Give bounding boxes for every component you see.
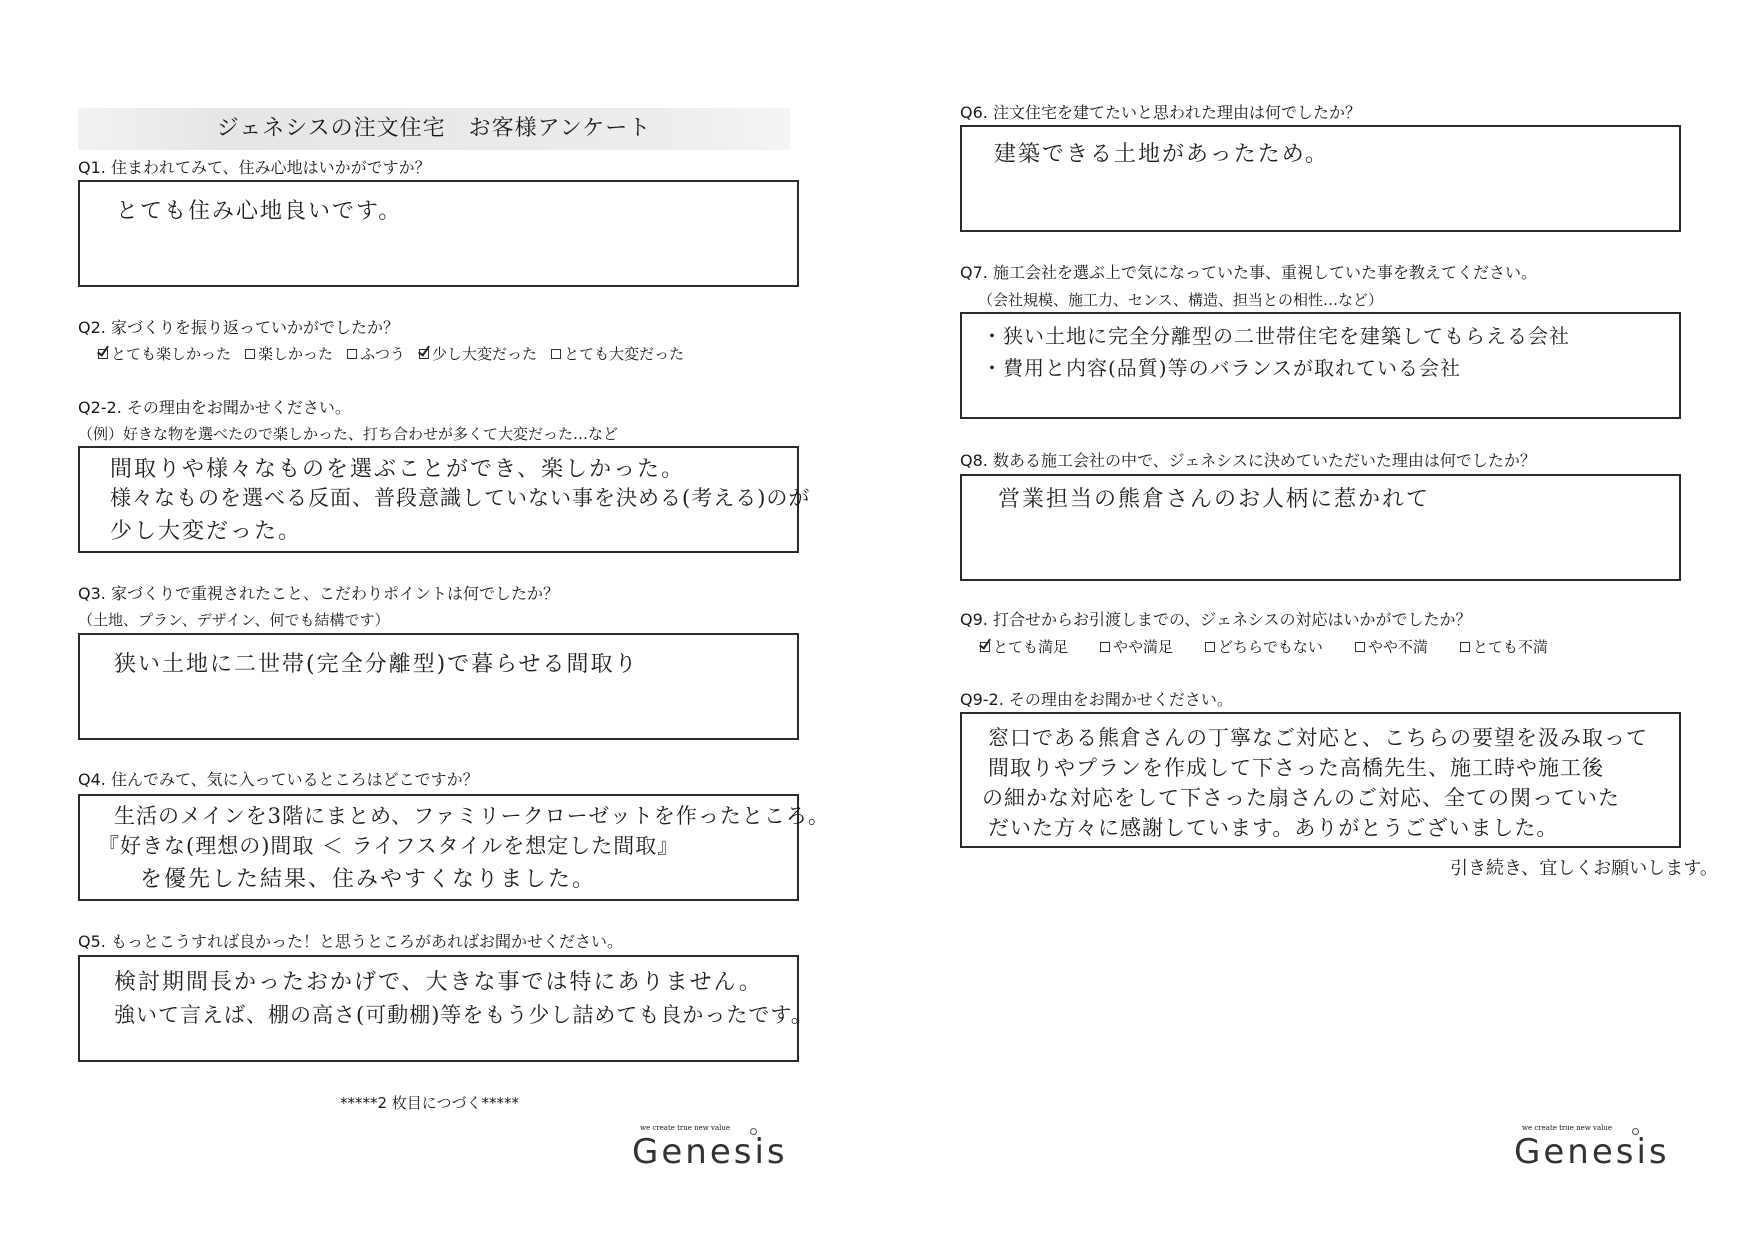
q8-answer-box (960, 474, 1681, 581)
q2-option-4[interactable]: 少し大変だった (419, 344, 537, 364)
q1-answer-box (78, 180, 799, 287)
q4-answer-box (78, 794, 830, 901)
checkbox-checked-icon (980, 642, 990, 652)
page-title: ジェネシスの注文住宅 お客様アンケート (78, 108, 790, 150)
q9-2-label: Q9-2. その理由をお聞かせください。 (960, 690, 1233, 709)
q9-2-closing: 引き続き、宜しくお願いします。 (1450, 858, 1718, 879)
checkbox-icon (1355, 642, 1365, 652)
q3-answer-line-1: 狭い土地に二世帯(完全分離型)で暮らせる間取り (114, 652, 639, 677)
logo-wordmark: Genesis (1514, 1132, 1670, 1172)
q2-2-answer-line-3: 少し大変だった。 (110, 519, 303, 544)
q7-answer-box (960, 312, 1681, 419)
q2-2-answer-line-2: 様々なものを選べる反面、普段意識していない事を決める(考える)のが (110, 486, 811, 510)
checkbox-icon (245, 349, 255, 359)
q4-label: Q4. 住んでみて、気に入っているところはどこですか？ (78, 770, 479, 789)
q9-2-answer-box (960, 712, 1681, 848)
q3-sub: （土地、プラン、デザイン、何でも結構です） (78, 611, 390, 629)
q1-answer-line-1: とても住み心地良いです。 (116, 199, 403, 224)
q2-2-answer-line-1: 間取りや様々なものを選ぶことができ、楽しかった。 (110, 457, 686, 482)
checkbox-checked-icon (98, 349, 108, 359)
logo-tagline: we create true new value (1522, 1124, 1613, 1132)
q9-option-5[interactable]: とても不満 (1460, 637, 1548, 657)
genesis-logo-right (1514, 1124, 1674, 1176)
q9-option-1[interactable]: とても満足 (980, 637, 1068, 657)
q3-answer-box (78, 633, 799, 740)
q7-sub: （会社規模、施工力、センス、構造、担当との相性…など） (978, 291, 1384, 309)
q7-answer-line-1: ・狭い土地に完全分離型の二世帯住宅を建築してもらえる会社 (982, 324, 1570, 348)
q7-label: Q7. 施工会社を選ぶ上で気になっていた事、重視していた事を教えてください。 (960, 263, 1537, 282)
q6-label: Q6. 注文住宅を建てたいと思われた理由は何でしたか？ (960, 103, 1361, 122)
q2-label: Q2. 家づくりを振り返っていかがでしたか？ (78, 318, 399, 337)
q7-answer-line-2: ・費用と内容(品質)等のバランスが取れている会社 (982, 356, 1462, 380)
q5-answer-line-1: 検討期間長かったおかげで、大きな事では特にありません。 (114, 970, 763, 995)
checkbox-icon (551, 349, 561, 359)
q4-answer-line-3: を優先した結果、住みやすくなりました。 (140, 867, 597, 892)
q8-answer-line-1: 営業担当の熊倉さんのお人柄に惹かれて (998, 487, 1431, 512)
checkbox-icon (347, 349, 357, 359)
logo-wordmark: Genesis (632, 1132, 788, 1172)
q2-option-2[interactable]: 楽しかった (245, 344, 333, 364)
q9-option-4[interactable]: やや不満 (1355, 637, 1428, 657)
q4-answer-line-1: 生活のメインを3階にまとめ、ファミリークローゼットを作ったところ。 (114, 804, 830, 828)
q2-options (98, 344, 684, 364)
q9-options (980, 637, 1548, 657)
q5-label: Q5. もっとこうすれば良かった！と思うところがあればお聞かせください。 (78, 932, 623, 951)
q1-label: Q1. 住まわれてみて、住み心地はいかがですか？ (78, 158, 431, 177)
q9-2-answer-line-1: 窓口である熊倉さんの丁寧なご対応と、こちらの要望を汲み取って (988, 726, 1648, 750)
q2-option-5[interactable]: とても大変だった (551, 344, 684, 364)
q9-option-3[interactable]: どちらでもない (1205, 637, 1323, 657)
q9-2-answer-line-2: 間取りやプランを作成して下さった高橋先生、施工時や施工後 (988, 756, 1604, 780)
q5-answer-line-2: 強いて言えば、棚の高さ(可動棚)等をもう少し詰めても良かったです。 (114, 1003, 813, 1027)
continue-note: *****2 枚目につづく***** (340, 1094, 520, 1112)
checkbox-checked-icon (419, 349, 429, 359)
q9-2-answer-line-4: だいた方々に感謝しています。ありがとうございました。 (988, 816, 1559, 840)
q4-answer-line-2: 『好きな(理想の)間取 ＜ ライフスタイルを想定した間取』 (98, 834, 680, 858)
q2-2-label: Q2-2. その理由をお聞かせください。 (78, 398, 351, 417)
q2-option-3[interactable]: ふつう (347, 344, 405, 364)
q3-label: Q3. 家づくりで重視されたこと、こだわりポイントは何でしたか？ (78, 584, 559, 603)
q9-label: Q9. 打合せからお引渡しまでの、ジェネシスの対応はいかがでしたか？ (960, 610, 1472, 629)
logo-tagline: we create true new value (640, 1124, 731, 1132)
q6-answer-line-1: 建築できる土地があったため。 (994, 142, 1329, 167)
q9-2-answer-line-3: の細かな対応をして下さった扇さんのご対応、全ての関っていた (982, 786, 1620, 810)
q2-2-sub: （例）好きな物を選べたので楽しかった、打ち合わせが多くて大変だった…など (78, 425, 619, 443)
q5-answer-box (78, 955, 813, 1062)
checkbox-icon (1205, 642, 1215, 652)
checkbox-icon (1100, 642, 1110, 652)
q6-answer-box (960, 125, 1681, 232)
q9-option-2[interactable]: やや満足 (1100, 637, 1173, 657)
genesis-logo-left (632, 1124, 792, 1176)
q2-2-answer-box (78, 446, 811, 553)
q8-label: Q8. 数ある施工会社の中で、ジェネシスに決めていただいた理由は何でしたか？ (960, 451, 1536, 470)
q2-option-1[interactable]: とても楽しかった (98, 344, 231, 364)
checkbox-icon (1460, 642, 1470, 652)
